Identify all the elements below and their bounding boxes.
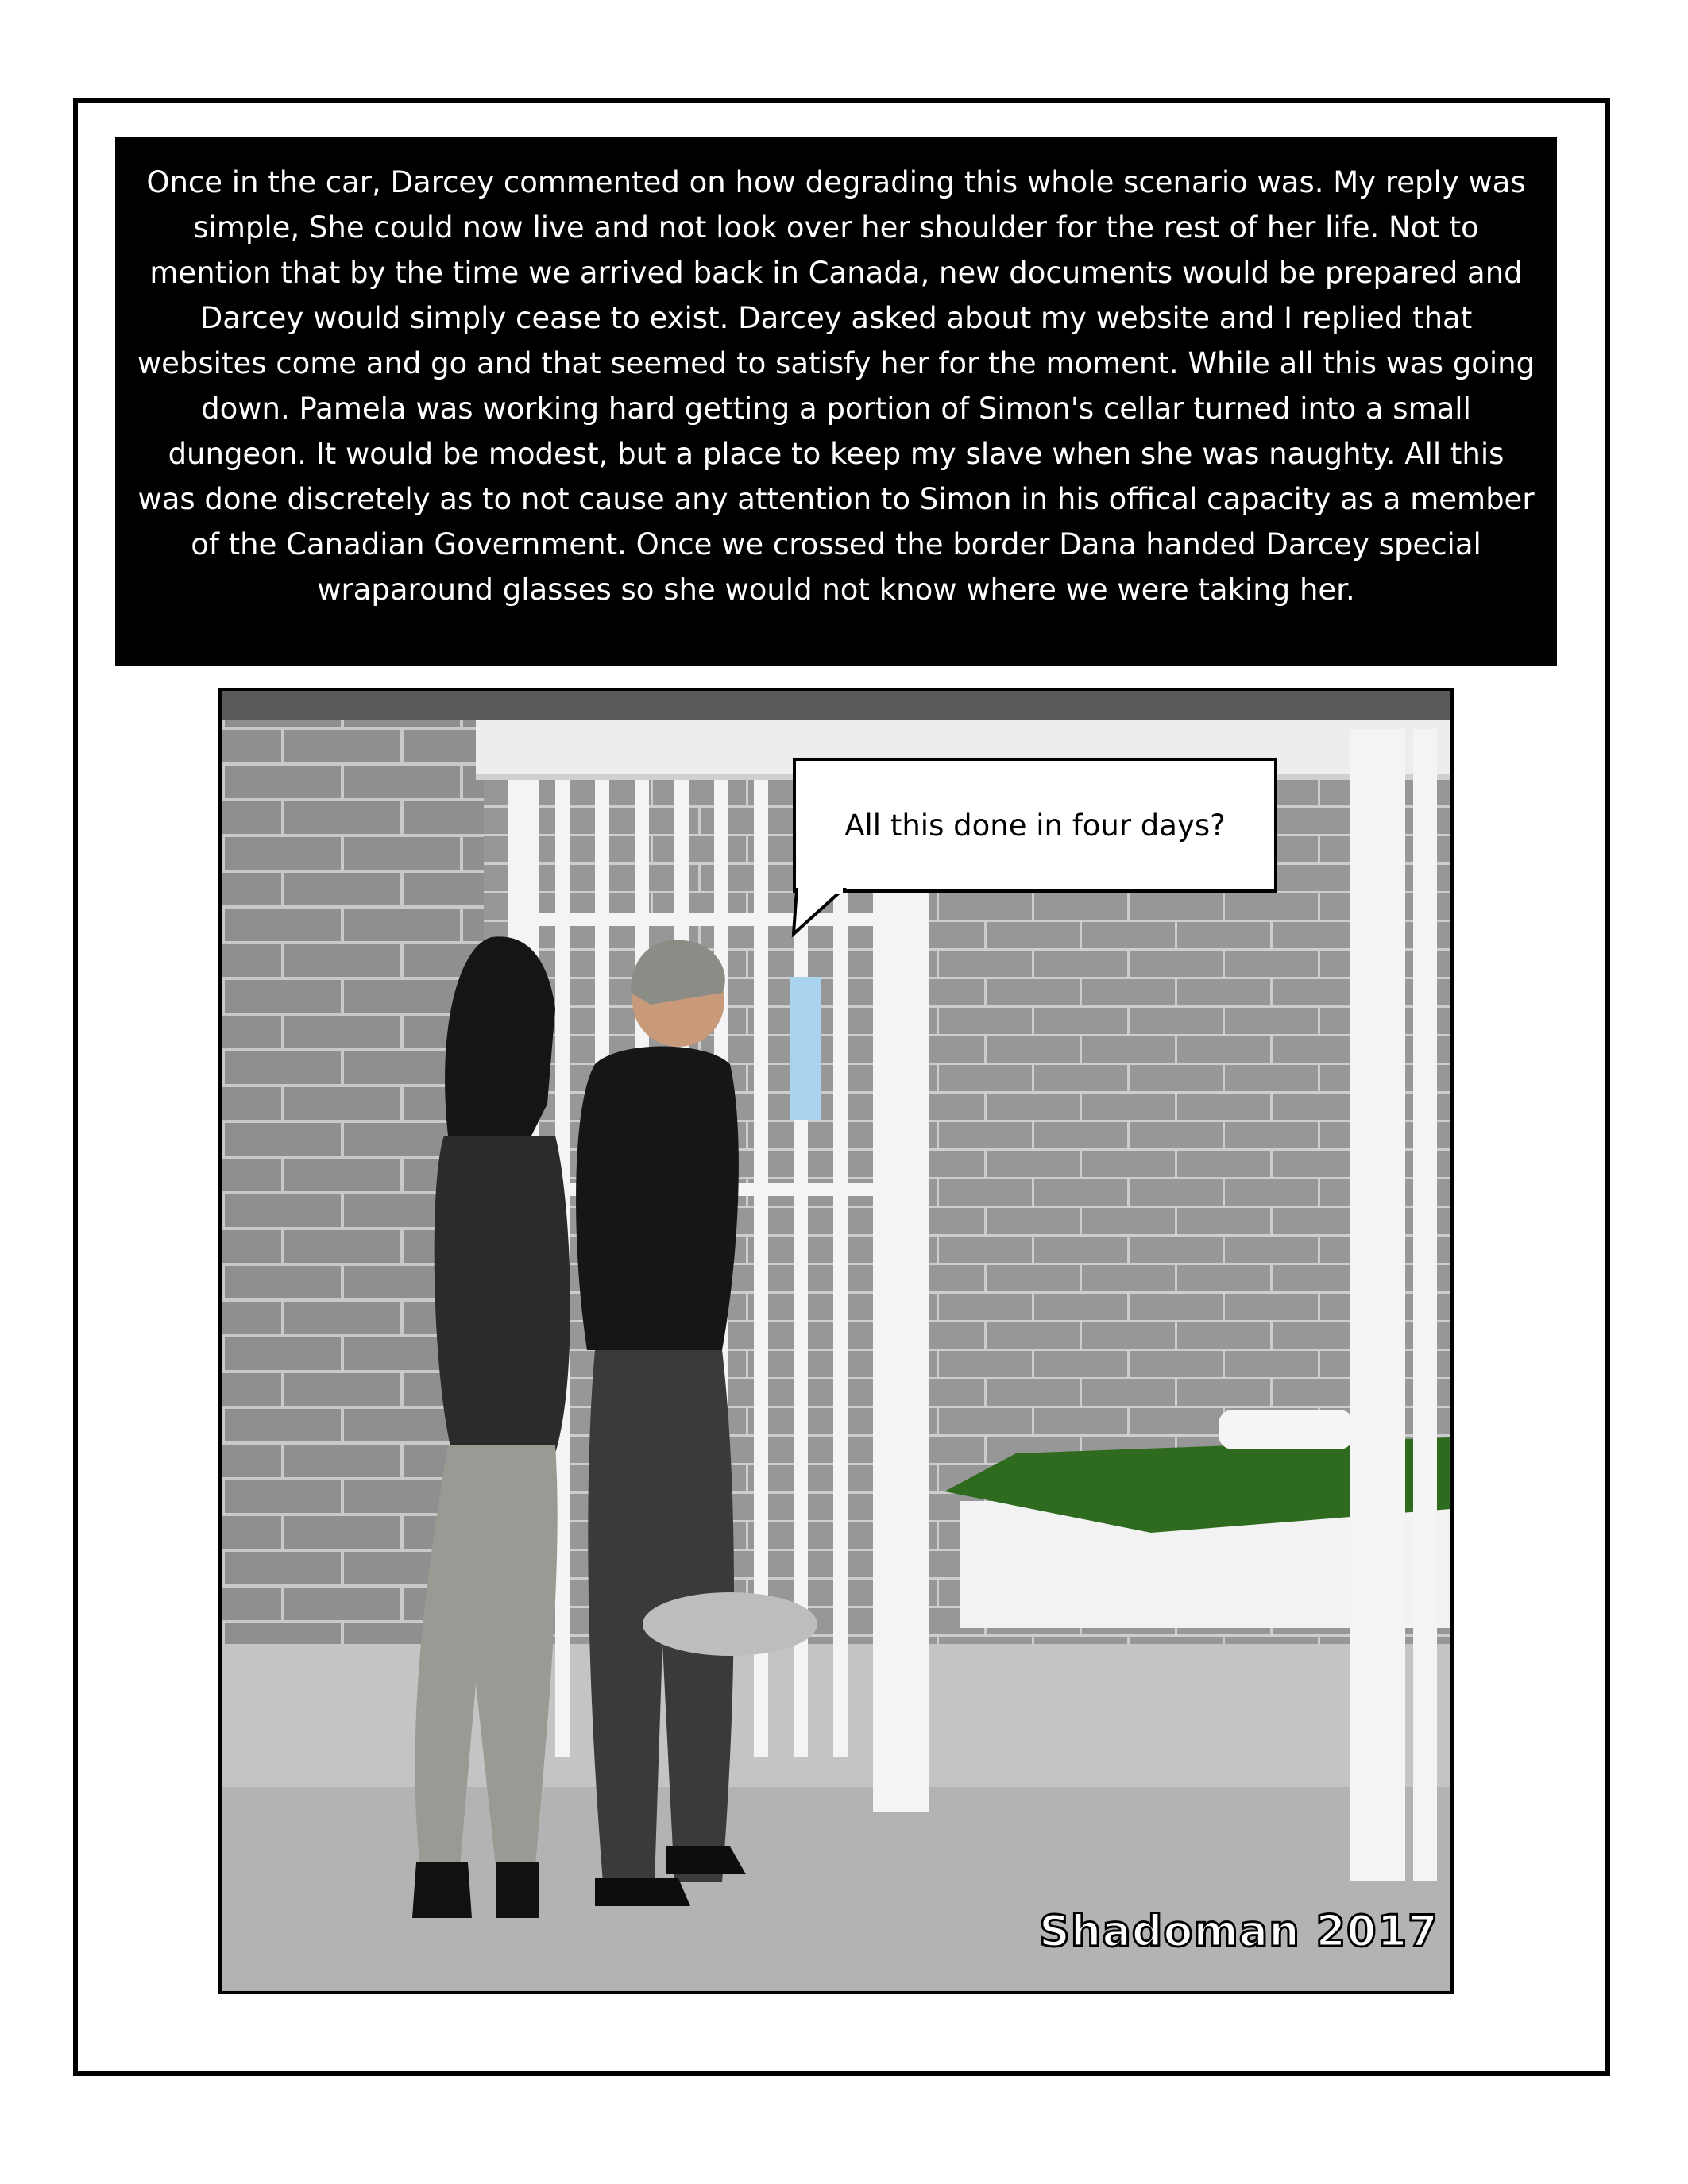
speech-bubble — [793, 758, 1277, 893]
narration-caption-box — [115, 137, 1557, 666]
narration-caption-text: Once in the car, Darcey commented on how degrading this whole scenario was. My reply was simple, She could now live and not look over her shoulder for the rest of her life. Not to mention that by the time we arrived back in Canada, new documents would be prepared and Darcey would simply cease to exist. Darcey asked about my website and I replied that websites come and go and that seemed to satisfy her for the moment. While all this was going down. Pamela was working hard getting a portion of Simon's cellar turned into a small dungeon. It would be modest, but a place to keep my slave when she was naughty. All this was done discretely as to not cause any attention to Simon in his offical capacity as a member of the Canadian Government. Once we crossed the border Dana handed Darcey special wraparound glasses so she would not know where we were taking her. — [137, 165, 1535, 607]
speech-bubble-tail — [789, 888, 852, 937]
window-glimpse — [790, 977, 821, 1120]
artist-signature: Shadoman 2017 — [1039, 1906, 1439, 1956]
pillow — [1219, 1410, 1354, 1449]
speech-bubble-text: All this done in four days? — [844, 808, 1226, 843]
toilet — [643, 1592, 817, 1656]
